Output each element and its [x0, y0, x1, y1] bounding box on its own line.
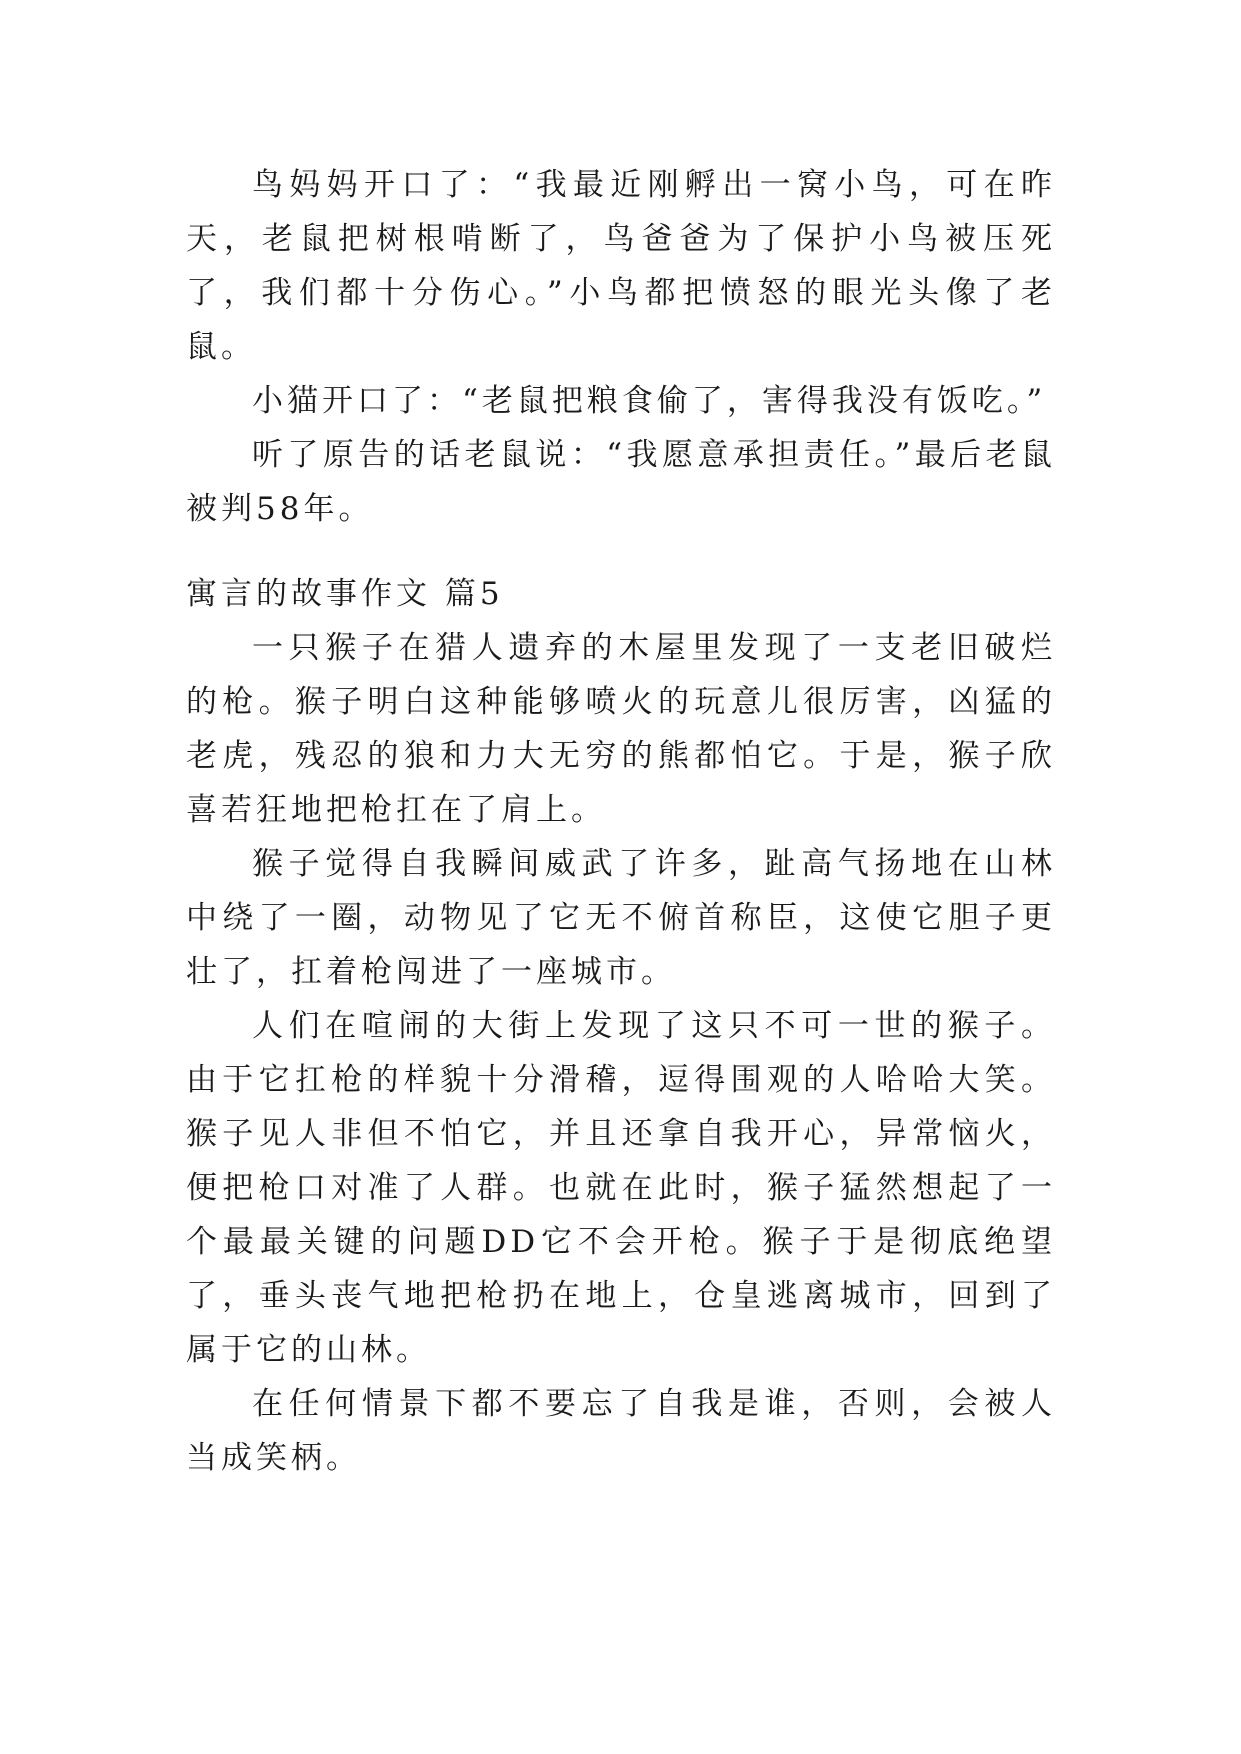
paragraph-bird-mother: 鸟妈妈开口了：“我最近刚孵出一窝小鸟，可在昨天，老鼠把树根啃断了，鸟爸爸为了保护小鸟被压死了，我们都十分伤心。”小鸟都把愤怒的眼光头像了老鼠。 — [186, 167, 1056, 365]
paragraph-crowd-laughs: 人们在喧闹的大街上发现了这只不可一世的猴子。由于它扛枪的样貌十分滑稽，逗得围观的人哈哈大笑。猴子见人非但不怕它，并且还拿自我开心，异常恼火，便把枪口对准了人群。也就在此时，猴子猛然想起了一个最最关键的问题DD它不会开枪。猴子于是彻底绝望了，垂头丧气地把枪扔在地上，仓皇逃离城市，回到了属于它的山林。 — [186, 1008, 1056, 1368]
paragraph-moral: 在任何情景下都不要忘了自我是谁，否则，会被人当成笑柄。 — [186, 1386, 1056, 1476]
story-continuation — [186, 158, 1056, 536]
paragraph-monkey-finds-gun: 一只猴子在猎人遗弃的木屋里发现了一支老旧破烂的枪。猴子明白这种能够喷火的玩意儿很厉害，凶猛的老虎，残忍的狼和力大无穷的熊都怕它。于是，猴子欣喜若狂地把枪扛在了肩上。 — [186, 630, 1056, 828]
paragraph-kitten: 小猫开口了：“老鼠把粮食偷了，害得我没有饭吃。” — [252, 383, 1047, 419]
paragraph-verdict: 听了原告的话老鼠说：“我愿意承担责任。”最后老鼠被判58年。 — [186, 437, 1056, 527]
paragraph-monkey-enters-city: 猴子觉得自我瞬间威武了许多，趾高气扬地在山林中绕了一圈，动物见了它无不俯首称臣，这使它胆子更壮了，扛着枪闯进了一座城市。 — [186, 846, 1056, 990]
story-section-5 — [186, 567, 1056, 1485]
section-heading: 寓言的故事作文 篇5 — [186, 576, 504, 612]
